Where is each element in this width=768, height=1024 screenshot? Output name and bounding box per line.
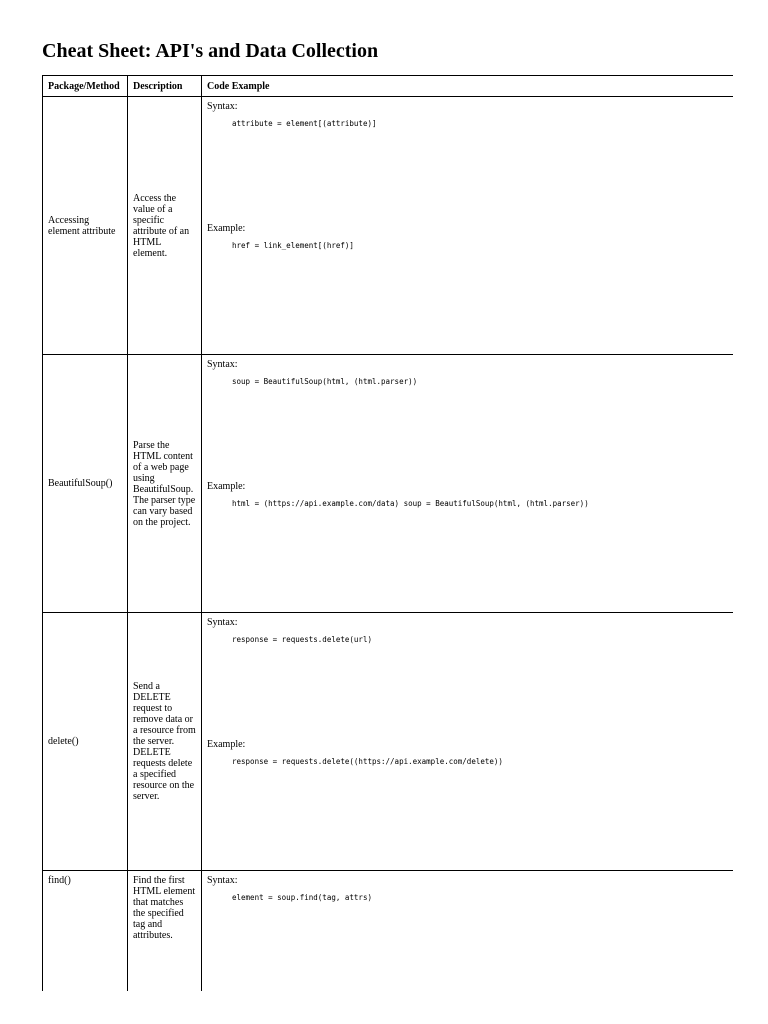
- example-label: Example:: [207, 481, 246, 492]
- package-cell: BeautifulSoup(): [43, 355, 128, 613]
- syntax-label: Syntax:: [207, 359, 238, 370]
- example-code: html = (https://api.example.com/data) soup = BeautifulSoup(html, (html.parser)): [232, 499, 589, 508]
- syntax-label: Syntax:: [207, 101, 238, 112]
- package-cell: delete(): [43, 613, 128, 871]
- description-cell: [128, 871, 202, 991]
- description-text: Send a DELETE request to remove data or a resource from the server. DELETE requests delete a specified resource on the server.: [133, 681, 196, 802]
- example-label: Example:: [207, 739, 246, 750]
- syntax-label: Syntax:: [207, 875, 238, 886]
- code-cell: [202, 355, 734, 613]
- syntax-code: soup = BeautifulSoup(html, (html.parser)): [232, 377, 418, 386]
- page-title: Cheat Sheet: API's and Data Collection: [42, 40, 379, 62]
- table-row: [43, 613, 734, 871]
- example-code: response = requests.delete((https://api.example.com/delete)): [232, 757, 503, 766]
- table-row: [43, 97, 734, 355]
- description-text: Access the value of a specific attribute of an HTML element.: [133, 192, 190, 259]
- code-cell: [202, 871, 734, 991]
- package-cell: find(): [43, 871, 128, 991]
- syntax-label: Syntax:: [207, 617, 238, 628]
- syntax-code: element = soup.find(tag, attrs): [232, 893, 372, 902]
- example-code: href = link_element[(href)]: [232, 241, 354, 250]
- table-row: [43, 871, 734, 991]
- syntax-code: attribute = element[(attribute)]: [232, 119, 377, 128]
- header-description: Description: [128, 76, 202, 97]
- code-cell: [202, 613, 734, 871]
- syntax-code: response = requests.delete(url): [232, 635, 372, 644]
- header-package: Package/Method: [43, 76, 128, 97]
- description-text: Parse the HTML content of a web page using BeautifulSoup. The parser type can vary based on the project.: [133, 439, 196, 528]
- example-label: Example:: [207, 223, 246, 234]
- header-code-example: Code Example: [202, 76, 734, 97]
- table-header-row: [43, 76, 734, 97]
- cheat-sheet-table: [42, 75, 733, 991]
- description-cell: [128, 613, 202, 871]
- description-cell: [128, 97, 202, 355]
- description-cell: [128, 355, 202, 613]
- table-row: [43, 355, 734, 613]
- description-text: Find the first HTML element that matches the specified tag and attributes.: [133, 875, 196, 941]
- code-cell: [202, 97, 734, 355]
- package-cell: Accessing element attribute: [43, 97, 128, 355]
